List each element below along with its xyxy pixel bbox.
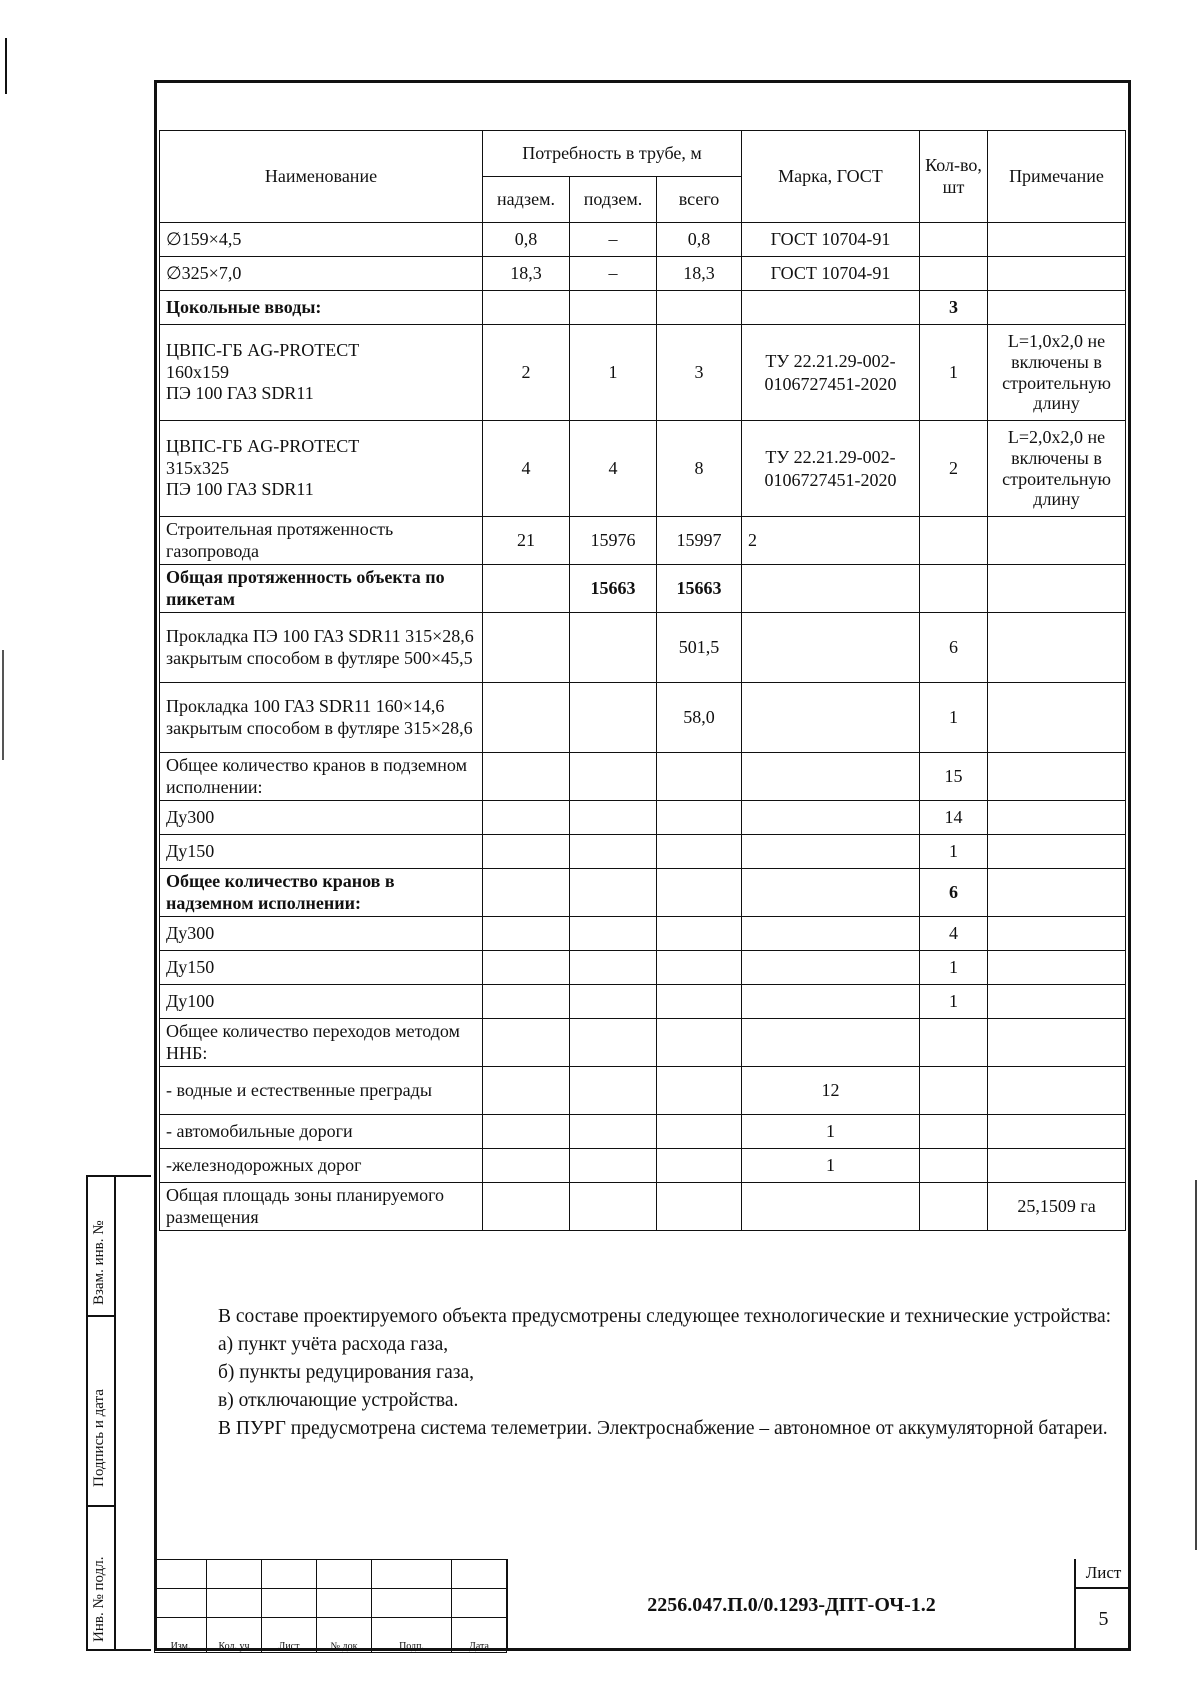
- cell-below: [570, 951, 657, 985]
- cell-total: [657, 1115, 742, 1149]
- cell-note: [988, 917, 1126, 951]
- table-row: [160, 835, 1126, 869]
- cell-above: 0,8: [483, 223, 570, 257]
- cell-name: ∅159×4,5: [160, 223, 483, 257]
- table-row: [160, 325, 1126, 421]
- description-text: [163, 1303, 1113, 1443]
- cell-brand: [742, 683, 920, 753]
- list-item-a: а) пункт учёта расхода газа,: [218, 1334, 449, 1355]
- tb-cell: [207, 1589, 262, 1618]
- cell-qty: 14: [920, 801, 988, 835]
- cell-name: Общее количество кранов в надземном исполнении:: [160, 869, 483, 917]
- cell-qty: [920, 517, 988, 565]
- cell-note: [988, 257, 1126, 291]
- cell-total: [657, 1149, 742, 1183]
- cell-note: [988, 835, 1126, 869]
- cell-brand: 12: [742, 1067, 920, 1115]
- cell-below: [570, 1183, 657, 1231]
- cell-total: 3: [657, 325, 742, 421]
- cell-brand: [742, 985, 920, 1019]
- cell-below: –: [570, 257, 657, 291]
- title-block-grid: [154, 1559, 507, 1653]
- cell-total: [657, 291, 742, 325]
- cell-above: 18,3: [483, 257, 570, 291]
- cell-below: [570, 869, 657, 917]
- sheet-number: 5: [1098, 1608, 1109, 1630]
- cell-brand: ГОСТ 10704-91: [742, 223, 920, 257]
- cell-note: [988, 951, 1126, 985]
- list-item-b: б) пункты редуцирования газа,: [218, 1362, 475, 1383]
- document-code: 2256.047.П.0/0.1293-ДПТ-ОЧ-1.2: [506, 1559, 1075, 1651]
- cell-total: [657, 1019, 742, 1067]
- cell-name: Ду100: [160, 985, 483, 1019]
- cell-note: 25,1509 га: [988, 1183, 1126, 1231]
- cell-brand: [742, 1183, 920, 1231]
- tb-cell: [155, 1589, 207, 1618]
- cell-name: Прокладка 100 ГАЗ SDR11 160×14,6 закрытым способом в футляре 315×28,6: [160, 683, 483, 753]
- cell-above: [483, 683, 570, 753]
- cell-name: Прокладка ПЭ 100 ГАЗ SDR11 315×28,6 закрытым способом в футляре 500×45,5: [160, 613, 483, 683]
- cell-below: 4: [570, 421, 657, 517]
- tb-col-kol-uch: Кол. уч: [207, 1618, 262, 1653]
- tb-cell: [207, 1560, 262, 1589]
- cell-qty: [920, 1149, 988, 1183]
- cell-brand: ТУ 22.21.29-002-0106727451-2020: [742, 325, 920, 421]
- cell-above: 2: [483, 325, 570, 421]
- list-item-c: в) отключающие устройства.: [218, 1390, 459, 1411]
- cell-total: 18,3: [657, 257, 742, 291]
- cell-qty: [920, 257, 988, 291]
- cell-note: [988, 801, 1126, 835]
- cell-name: Общее количество переходов методом ННБ:: [160, 1019, 483, 1067]
- side-stamp-inv: [88, 1507, 114, 1651]
- cell-brand: [742, 1019, 920, 1067]
- cell-name: - автомобильные дороги: [160, 1115, 483, 1149]
- cell-qty: [920, 223, 988, 257]
- cell-below: [570, 291, 657, 325]
- cell-qty: [920, 1067, 988, 1115]
- tb-col-izm: Изм.: [155, 1618, 207, 1653]
- paragraph-devices: В составе проектируемого объекта предусмотрены следующее технологические и технические устройства:: [218, 1306, 1112, 1327]
- cell-total: [657, 801, 742, 835]
- tb-col-data: Дата: [452, 1618, 507, 1653]
- tb-cell: [262, 1589, 317, 1618]
- cell-above: [483, 1115, 570, 1149]
- cell-brand: [742, 753, 920, 801]
- cell-above: [483, 1149, 570, 1183]
- table-row: [160, 1115, 1126, 1149]
- table-row: [160, 1183, 1126, 1231]
- cell-note: L=1,0x2,0 не включены в строительную длину: [988, 325, 1126, 421]
- cell-total: [657, 917, 742, 951]
- cell-total: 0,8: [657, 223, 742, 257]
- cell-above: [483, 565, 570, 613]
- tb-cell: [155, 1560, 207, 1589]
- cell-below: 15976: [570, 517, 657, 565]
- cell-below: [570, 835, 657, 869]
- table-row: [160, 565, 1126, 613]
- cell-total: 58,0: [657, 683, 742, 753]
- cell-total: [657, 869, 742, 917]
- tb-cell: [452, 1589, 507, 1618]
- cell-above: 4: [483, 421, 570, 517]
- cell-note: [988, 1149, 1126, 1183]
- cell-below: [570, 683, 657, 753]
- cell-total: [657, 1067, 742, 1115]
- cell-below: –: [570, 223, 657, 257]
- table-row: [160, 613, 1126, 683]
- tb-col-podp: Подп.: [372, 1618, 452, 1653]
- cell-note: [988, 869, 1126, 917]
- cell-brand: [742, 869, 920, 917]
- table-row: [160, 421, 1126, 517]
- cell-brand: [742, 801, 920, 835]
- table-row: [160, 917, 1126, 951]
- tb-col-n-dok: № док: [317, 1618, 372, 1653]
- table-row: [160, 1149, 1126, 1183]
- cell-name: -железнодорожных дорог: [160, 1149, 483, 1183]
- cell-note: [988, 565, 1126, 613]
- header-above: надзем.: [483, 177, 570, 223]
- cell-name: Строительная протяженность газопровода: [160, 517, 483, 565]
- cell-name: Ду300: [160, 917, 483, 951]
- cell-name: ЦВПС-ГБ AG-PROTECT 315x325 ПЭ 100 ГАЗ SDR11: [160, 421, 483, 517]
- header-brand: Марка, ГОСТ: [742, 131, 920, 223]
- cell-above: [483, 613, 570, 683]
- cell-qty: 6: [920, 869, 988, 917]
- table-row: [160, 257, 1126, 291]
- cell-name: - водные и естественные преграды: [160, 1067, 483, 1115]
- cell-qty: 3: [920, 291, 988, 325]
- cell-total: 15663: [657, 565, 742, 613]
- cell-above: [483, 1067, 570, 1115]
- table-row: [160, 517, 1126, 565]
- tb-cell: [452, 1560, 507, 1589]
- table-row: [160, 869, 1126, 917]
- cell-below: [570, 1115, 657, 1149]
- cell-qty: 1: [920, 683, 988, 753]
- cell-note: [988, 517, 1126, 565]
- cell-name: Общая площадь зоны планируемого размещения: [160, 1183, 483, 1231]
- table-row: [160, 753, 1126, 801]
- cell-total: 8: [657, 421, 742, 517]
- cell-name: Общее количество кранов в подземном исполнении:: [160, 753, 483, 801]
- side-stamp-podpis-label: Подпись и дата: [91, 1389, 107, 1487]
- cell-brand: [742, 291, 920, 325]
- spec-table-body: [160, 223, 1126, 1231]
- cell-note: [988, 753, 1126, 801]
- cell-qty: [920, 1019, 988, 1067]
- cell-brand: [742, 565, 920, 613]
- cell-brand: 1: [742, 1115, 920, 1149]
- cell-total: 501,5: [657, 613, 742, 683]
- tb-col-list: Лист: [262, 1618, 317, 1653]
- cell-above: [483, 753, 570, 801]
- cell-total: [657, 753, 742, 801]
- cell-above: [483, 1019, 570, 1067]
- cell-note: [988, 1019, 1126, 1067]
- title-block: [154, 1559, 1131, 1651]
- tb-cell: [372, 1589, 452, 1618]
- table-row: [160, 951, 1126, 985]
- cell-above: [483, 291, 570, 325]
- table-row: [160, 1067, 1126, 1115]
- side-stamp-divider: [114, 1177, 116, 1649]
- cell-name: ЦВПС-ГБ AG-PROTECT 160x159 ПЭ 100 ГАЗ SDR11: [160, 325, 483, 421]
- header-below: подзем.: [570, 177, 657, 223]
- cell-qty: [920, 1183, 988, 1231]
- cell-qty: 15: [920, 753, 988, 801]
- cell-note: [988, 223, 1126, 257]
- cell-name: Общая протяженность объекта по пикетам: [160, 565, 483, 613]
- cell-above: [483, 917, 570, 951]
- spec-table: [159, 130, 1126, 1231]
- cell-below: 1: [570, 325, 657, 421]
- cell-below: 15663: [570, 565, 657, 613]
- cell-total: [657, 835, 742, 869]
- margin-mark: [1195, 1180, 1197, 1550]
- cell-below: [570, 1149, 657, 1183]
- cell-above: [483, 951, 570, 985]
- cell-brand: 2: [742, 517, 920, 565]
- cell-note: [988, 683, 1126, 753]
- cell-name: ∅325×7,0: [160, 257, 483, 291]
- cell-below: [570, 917, 657, 951]
- cell-above: [483, 801, 570, 835]
- cell-qty: 2: [920, 421, 988, 517]
- cell-below: [570, 1019, 657, 1067]
- cell-below: [570, 1067, 657, 1115]
- tb-cell: [317, 1560, 372, 1589]
- cell-qty: 1: [920, 985, 988, 1019]
- cell-note: [988, 291, 1126, 325]
- paragraph-telemetry: В ПУРГ предусмотрена система телеметрии. Электроснабжение – автономное от аккумуляторной батареи.: [218, 1418, 1108, 1439]
- cell-note: [988, 1115, 1126, 1149]
- cell-below: [570, 753, 657, 801]
- cell-brand: ТУ 22.21.29-002-0106727451-2020: [742, 421, 920, 517]
- cell-below: [570, 985, 657, 1019]
- cell-total: [657, 985, 742, 1019]
- cell-total: 15997: [657, 517, 742, 565]
- table-row: [160, 801, 1126, 835]
- cell-brand: [742, 613, 920, 683]
- cell-note: [988, 1067, 1126, 1115]
- table-row: [160, 291, 1126, 325]
- cell-name: Цокольные вводы:: [160, 291, 483, 325]
- cell-brand: 1: [742, 1149, 920, 1183]
- cell-qty: 4: [920, 917, 988, 951]
- cell-above: 21: [483, 517, 570, 565]
- cell-name: Ду150: [160, 835, 483, 869]
- cell-below: [570, 613, 657, 683]
- tb-cell: [372, 1560, 452, 1589]
- side-stamp-vzam: [88, 1177, 114, 1317]
- cell-qty: [920, 1115, 988, 1149]
- header-name: Наименование: [160, 131, 483, 223]
- cell-above: [483, 869, 570, 917]
- header-note: Примечание: [988, 131, 1126, 223]
- cell-below: [570, 801, 657, 835]
- header-total: всего: [657, 177, 742, 223]
- tb-cell: [317, 1589, 372, 1618]
- cell-qty: [920, 565, 988, 613]
- sheet-label: Лист: [1076, 1559, 1131, 1589]
- table-row: [160, 985, 1126, 1019]
- cell-total: [657, 951, 742, 985]
- cell-note: L=2,0x2,0 не включены в строительную длину: [988, 421, 1126, 517]
- margin-mark: [5, 38, 7, 94]
- cell-name: Ду150: [160, 951, 483, 985]
- cell-name: Ду300: [160, 801, 483, 835]
- cell-above: [483, 835, 570, 869]
- sheet-box: [1074, 1559, 1131, 1651]
- header-qty: Кол-во, шт: [920, 131, 988, 223]
- table-row: [160, 683, 1126, 753]
- cell-qty: 1: [920, 951, 988, 985]
- header-need-group: Потребность в трубе, м: [483, 131, 742, 177]
- cell-total: [657, 1183, 742, 1231]
- cell-brand: [742, 951, 920, 985]
- side-stamp-podpis: [88, 1317, 114, 1507]
- cell-above: [483, 1183, 570, 1231]
- cell-qty: 1: [920, 325, 988, 421]
- cell-note: [988, 985, 1126, 1019]
- cell-above: [483, 985, 570, 1019]
- side-stamp-inv-label: Инв. № подл.: [91, 1556, 107, 1642]
- cell-note: [988, 613, 1126, 683]
- table-row: [160, 1019, 1126, 1067]
- margin-mark: [2, 650, 4, 760]
- cell-brand: [742, 917, 920, 951]
- cell-brand: [742, 835, 920, 869]
- cell-qty: 1: [920, 835, 988, 869]
- cell-qty: 6: [920, 613, 988, 683]
- table-row: [160, 223, 1126, 257]
- cell-brand: ГОСТ 10704-91: [742, 257, 920, 291]
- side-stamp-vzam-label: Взам. инв. №: [91, 1220, 107, 1305]
- side-stamp: [86, 1175, 151, 1651]
- tb-cell: [262, 1560, 317, 1589]
